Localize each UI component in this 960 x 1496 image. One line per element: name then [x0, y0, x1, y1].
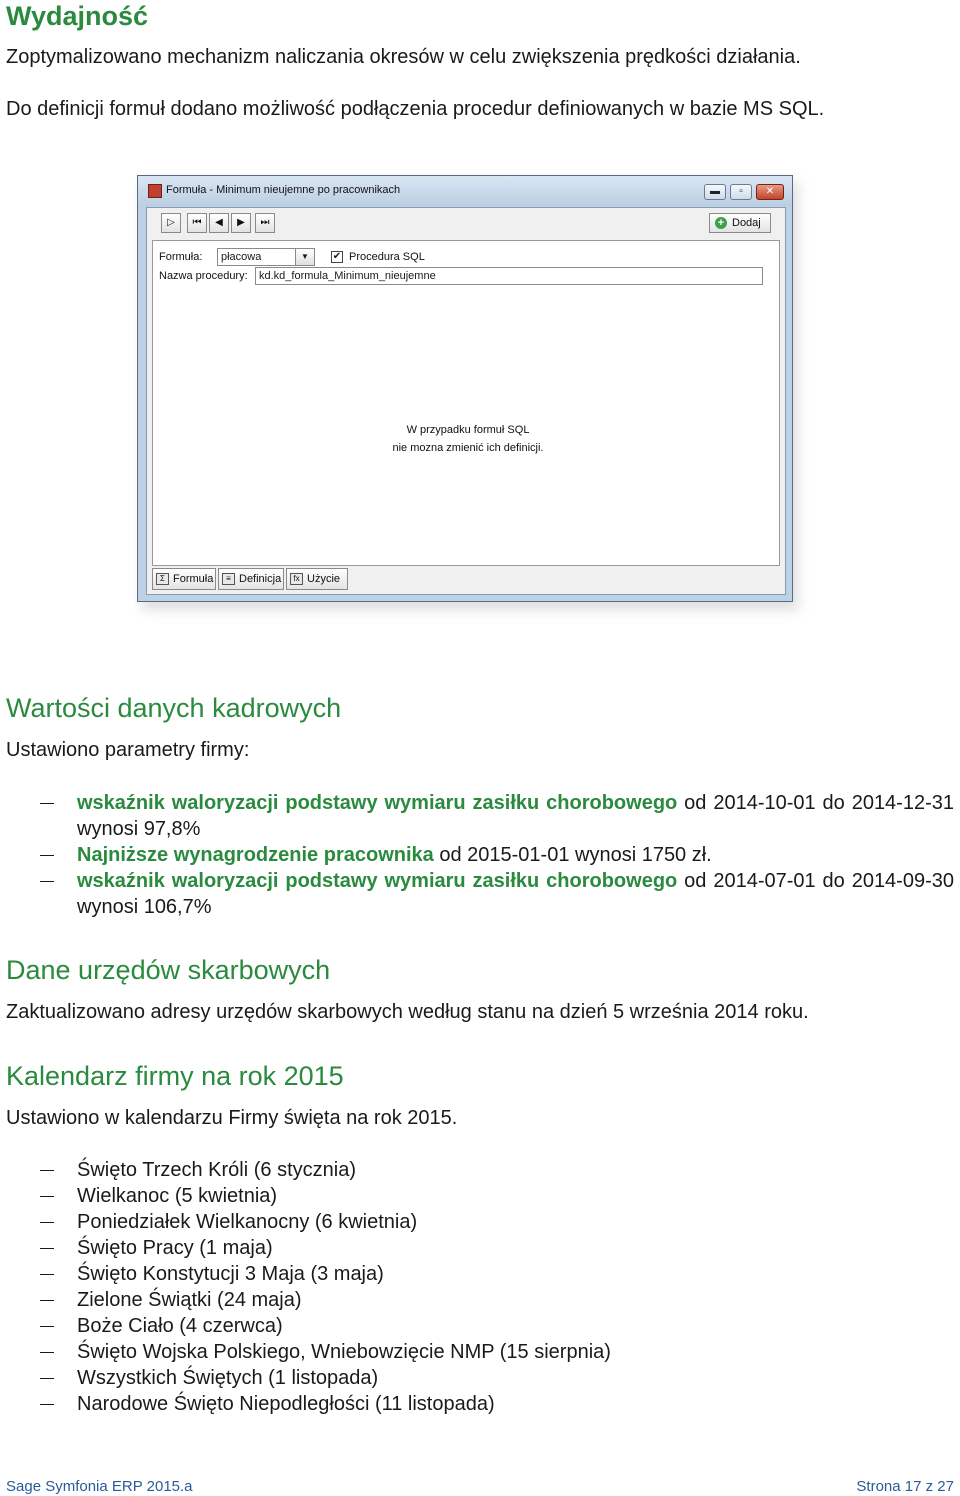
list-item: wskaźnik waloryzacji podstawy wymiaru zasiłku chorobowego od 2014-10-01 do 2014-12-31 wynosi 97,8% [77, 792, 954, 840]
tab-label: Formuła [173, 573, 214, 585]
list-item: Święto Wojska Polskiego, Wniebowzięcie NMP (15 sierpnia) [77, 1341, 611, 1363]
sql-procedure-checkbox[interactable]: ✔ [332, 251, 342, 262]
minimize-icon: ▬ [710, 186, 720, 197]
paragraph: Zoptymalizowano mechanizm naliczania okresów w celu zwiększenia prędkości działania. [6, 46, 801, 68]
tab-formula[interactable] [152, 568, 216, 590]
list-item: wskaźnik waloryzacji podstawy wymiaru zasiłku chorobowego od 2014-07-01 do 2014-09-30 wynosi 106,7% [77, 870, 954, 918]
section-title-wartosci: Wartości danych kadrowych [6, 693, 342, 723]
list-item: Święto Pracy (1 maja) [77, 1237, 273, 1259]
list-item: Wszystkich Świętych (1 listopada) [77, 1367, 379, 1389]
tab-usage[interactable] [286, 568, 348, 590]
new-record-button[interactable]: ▷ [161, 213, 181, 233]
plus-icon: + [715, 217, 727, 229]
list-item: Święto Trzech Króli (6 stycznia) [77, 1159, 356, 1181]
add-button-label: Dodaj [732, 217, 761, 229]
sql-info-message [383, 421, 553, 457]
sql-info-line-2: nie mozna zmienić ich definicji. [392, 442, 544, 454]
maximize-button[interactable] [730, 184, 752, 200]
formula-select[interactable]: płacowa [217, 248, 315, 266]
footer-product: Sage Symfonia ERP 2015.a [6, 1478, 193, 1495]
paragraph: Ustawiono w kalendarzu Firmy święta na rok 2015. [6, 1107, 458, 1129]
sql-procedure-label: Procedura SQL [349, 251, 425, 263]
formula-label: Formuła: [159, 251, 203, 263]
parameters-list [0, 790, 960, 920]
maximize-icon: ▫ [739, 186, 743, 197]
tab-definition[interactable] [218, 568, 284, 590]
tab-label: Użycie [307, 573, 341, 585]
close-icon: ✕ [765, 186, 775, 197]
formula-panel [152, 240, 780, 566]
window-body [146, 207, 786, 595]
last-record-button[interactable]: ⏭ [255, 213, 275, 233]
formula-tab-icon: Σ [156, 573, 169, 585]
holidays-list [0, 1157, 960, 1417]
sql-info-line-1: W przypadku formuł SQL [406, 424, 530, 436]
chevron-down-icon[interactable]: ▼ [295, 248, 315, 266]
app-icon [148, 184, 162, 198]
footer-page-number: Strona 17 z 27 [856, 1478, 954, 1495]
list-item: Wielkanoc (5 kwietnia) [77, 1185, 278, 1207]
definition-tab-icon: ≡ [222, 573, 235, 585]
list-item: Poniedziałek Wielkanocny (6 kwietnia) [77, 1211, 418, 1233]
list-item: Święto Konstytucji 3 Maja (3 maja) [77, 1263, 384, 1285]
minimize-button[interactable] [704, 184, 726, 200]
list-item: Boże Ciało (4 czerwca) [77, 1315, 283, 1337]
list-item: Najniższe wynagrodzenie pracownika od 2015-01-01 wynosi 1750 zł. [77, 844, 712, 866]
section-title-wydajnosc: Wydajność [6, 1, 149, 31]
close-button[interactable] [756, 184, 784, 200]
tab-label: Definicja [239, 573, 282, 585]
section-title-kalendarz: Kalendarz firmy na rok 2015 [6, 1061, 344, 1091]
formula-dialog-window [137, 175, 793, 602]
window-titlebar [138, 176, 792, 206]
window-title: Formuła - Minimum nieujemne po pracownikach [166, 184, 401, 196]
procedure-name-input[interactable]: kd.kd_formula_Minimum_nieujemne [255, 267, 763, 285]
paragraph: Do definicji formuł dodano możliwość podłączenia procedur definiowanych w bazie MS SQL. [6, 98, 825, 120]
usage-tab-icon: fx [290, 573, 303, 585]
add-button[interactable] [709, 213, 771, 233]
list-item: Narodowe Święto Niepodległości (11 listopada) [77, 1393, 495, 1415]
first-record-button[interactable]: ⏮ [187, 213, 207, 233]
paragraph: Zaktualizowano adresy urzędów skarbowych według stanu na dzień 5 września 2014 roku. [6, 1001, 809, 1023]
procedure-name-label: Nazwa procedury: [159, 270, 248, 282]
list-item: Zielone Świątki (24 maja) [77, 1289, 302, 1311]
section-title-urzedy: Dane urzędów skarbowych [6, 955, 331, 985]
previous-record-button[interactable]: ◀ [209, 213, 229, 233]
paragraph: Ustawiono parametry firmy: [6, 739, 250, 761]
next-record-button[interactable]: ▶ [231, 213, 251, 233]
